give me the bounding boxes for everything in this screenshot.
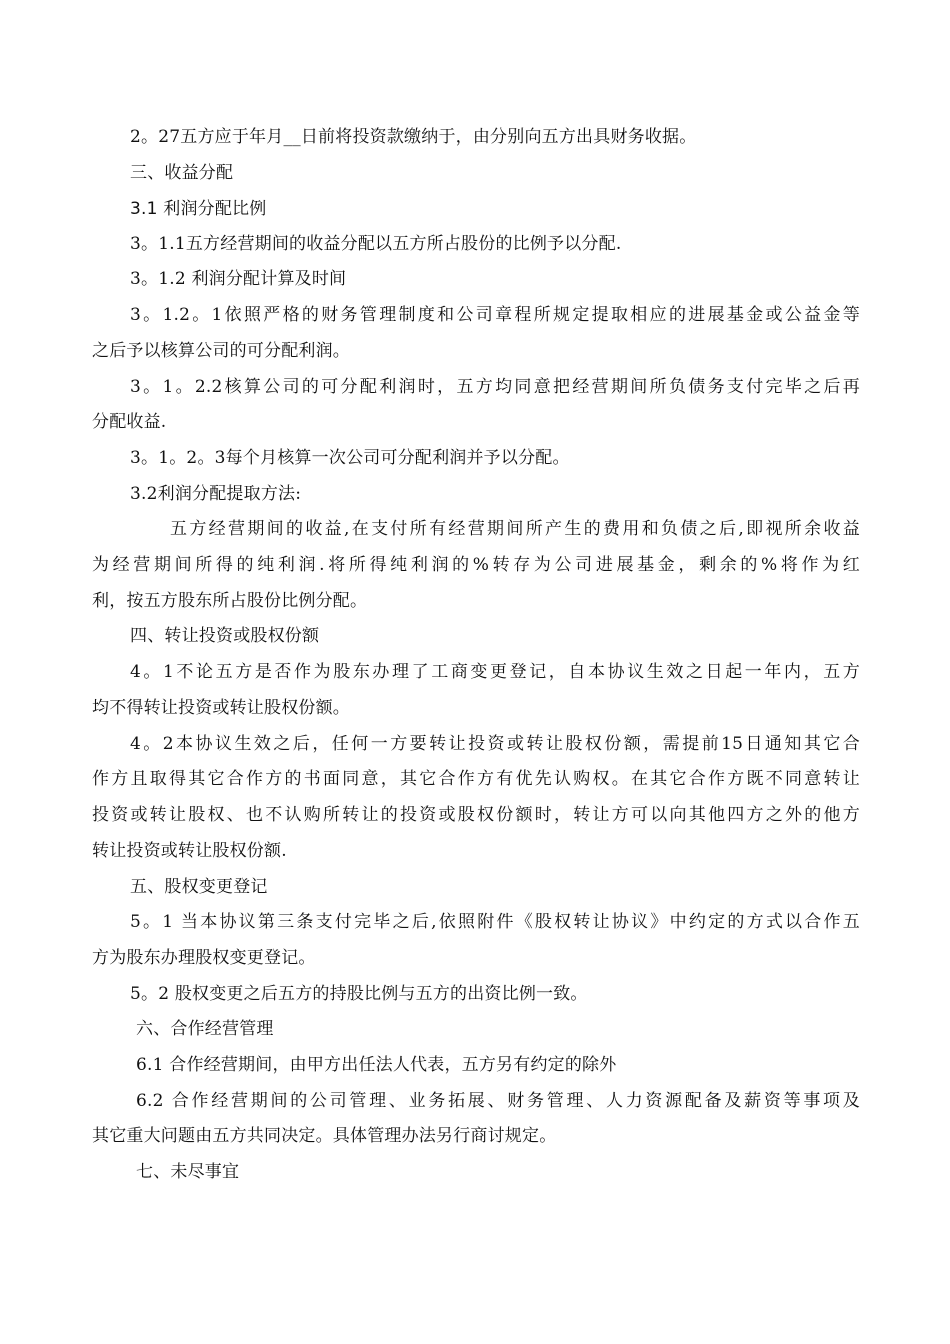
- section-heading: 四、转让投资或股权份额: [130, 626, 320, 646]
- paragraph-line: 方为股东办理股权变更登记。: [92, 948, 316, 968]
- section-heading: 七、未尽事宜: [136, 1162, 240, 1182]
- paragraph-line: 6.2 合作经营期间的公司管理、业务拓展、财务管理、人力资源配备及薪资等事项及: [136, 1091, 860, 1111]
- section-heading: 三、收益分配: [130, 163, 234, 183]
- paragraph-line: 3。1.2 利润分配计算及时间: [130, 269, 347, 289]
- paragraph-line: 均不得转让投资或转让股权份额。: [92, 698, 350, 718]
- paragraph-line: 5。2 股权变更之后五方的持股比例与五方的出资比例一致。: [130, 984, 588, 1004]
- paragraph-line: 为经营期间所得的纯利润.将所得纯利润的%转存为公司进展基金，剩余的%将作为红: [92, 555, 860, 575]
- paragraph-line: 6.1 合作经营期间，由甲方出任法人代表，五方另有约定的除外: [136, 1055, 617, 1075]
- paragraph-line: 其它重大问题由五方共同决定。具体管理办法另行商讨规定。: [92, 1126, 557, 1146]
- subsection-heading: 3.1 利润分配比例: [130, 199, 267, 219]
- paragraph-line: 分配收益.: [92, 412, 167, 432]
- paragraph-line: 3。1.2。1依照严格的财务管理制度和公司章程所规定提取相应的进展基金或公益金等: [130, 305, 860, 325]
- paragraph-line: 3。1.1五方经营期间的收益分配以五方所占股份的比例予以分配.: [130, 234, 622, 254]
- paragraph-line: 作方且取得其它合作方的书面同意，其它合作方有优先认购权。在其它合作方既不同意转让: [92, 769, 860, 789]
- section-heading: 五、股权变更登记: [130, 877, 268, 897]
- paragraph-line: 4。1不论五方是否作为股东办理了工商变更登记，自本协议生效之日起一年内，五方: [130, 662, 860, 682]
- paragraph-line: 利，按五方股东所占股份比例分配。: [92, 591, 368, 611]
- paragraph-line: 3。1。2.2核算公司的可分配利润时，五方均同意把经营期间所负债务支付完毕之后再: [130, 377, 860, 397]
- paragraph-line: 2。27五方应于年月__日前将投资款缴纳于，由分别向五方出具财务收据。: [130, 127, 697, 147]
- paragraph-line: 5。1 当本协议第三条支付完毕之后,依照附件《股权转让协议》中约定的方式以合作五: [130, 912, 860, 932]
- paragraph-line: 之后予以核算公司的可分配利润。: [92, 341, 350, 361]
- paragraph-line: 4。2本协议生效之后，任何一方要转让投资或转让股权份额，需提前15日通知其它合: [130, 734, 860, 754]
- paragraph-line: 投资或转让股权、也不认购所转让的投资或股权份额时，转让方可以向其他四方之外的他方: [92, 805, 860, 825]
- paragraph-line: 五方经营期间的收益,在支付所有经营期间所产生的费用和负债之后,即视所余收益: [170, 519, 860, 539]
- section-heading: 六、合作经营管理: [136, 1019, 274, 1039]
- paragraph-line: 转让投资或转让股权份额.: [92, 841, 287, 861]
- paragraph-line: 3.2利润分配提取方法:: [130, 484, 302, 504]
- paragraph-line: 3。1。2。3每个月核算一次公司可分配利润并予以分配。: [130, 448, 570, 468]
